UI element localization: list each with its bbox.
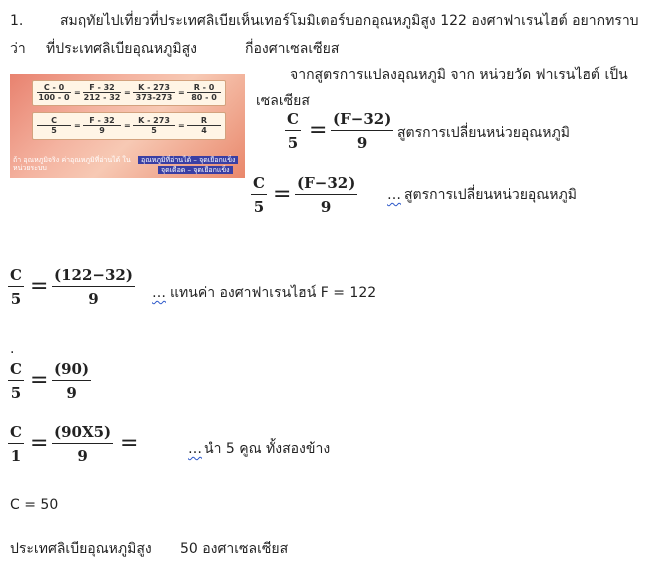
problem-number: 1. xyxy=(10,13,24,29)
step2-equals: = xyxy=(30,368,49,393)
formula1-lhs: C 5 xyxy=(287,110,299,152)
banner-frac: C - 0 100 - 0 xyxy=(38,83,70,102)
step3-trailing-equals: = xyxy=(120,431,139,456)
intro-line-1: จากสูตรการแปลงอุณหภูมิ จาก หน่วยวัด ฟาเรนไฮต์ เป็น xyxy=(290,67,628,83)
result: C = 50 xyxy=(10,497,59,513)
banner-frac: R 4 xyxy=(187,116,221,135)
banner-frac: F - 32 212 - 32 xyxy=(83,83,121,102)
formula2-equals: = xyxy=(273,182,292,207)
formula1-label: สูตรการเปลี่ยนหน่วยอุณหภูมิ xyxy=(397,125,570,141)
banner-eq: = xyxy=(74,88,81,97)
conversion-banner-image xyxy=(10,74,245,178)
conclusion-value: 50 องศาเซลเซียส xyxy=(180,541,289,557)
formula2-label: สูตรการเปลี่ยนหน่วยอุณหภูมิ xyxy=(404,187,577,203)
step3-label: นำ 5 คูณ ทั้งสองข้าง xyxy=(204,441,331,457)
problem-line-1: สมฤทัยไปเที่ยวที่ประเทศลิเบียเห็นเทอร์โมมิเตอร์บอกอุณหภูมิสูง 122 องศาฟาเรนไฮต์ อยากทราบ xyxy=(60,13,639,29)
problem-line-2a: ว่า xyxy=(10,41,26,57)
banner-frac: R - 0 80 - 0 xyxy=(187,83,221,102)
banner-row-1 xyxy=(32,80,226,106)
problem-line-2b: ที่ประเทศลิเบียอุณหภูมิสูง xyxy=(46,41,197,57)
banner-frac: F - 32 9 xyxy=(83,116,121,135)
stray-dot: . xyxy=(10,341,15,357)
problem-line-2c: กี่องศาเซลเซียส xyxy=(245,41,340,57)
banner-eq: = xyxy=(178,121,185,130)
formula2-rhs: (F−32) 9 xyxy=(297,174,356,216)
banner-eq: = xyxy=(124,88,131,97)
banner-frac: C 5 xyxy=(37,116,71,135)
banner-note-right-1: อุณหภูมิที่อ่านได้ – จุดเยือกแข็ง xyxy=(138,156,238,164)
step3-lhs: C 1 xyxy=(10,423,22,465)
step1-equals: = xyxy=(30,274,49,299)
conclusion-text: ประเทศลิเบียอุณหภูมิสูง xyxy=(10,541,152,557)
formula2-marker: … xyxy=(387,187,401,203)
banner-row-2 xyxy=(32,112,226,140)
formula1-equals: = xyxy=(309,118,328,143)
step1-lhs: C 5 xyxy=(10,266,22,308)
step1-marker: … xyxy=(152,285,166,301)
formula1-rhs: (F−32) 9 xyxy=(333,110,392,152)
intro-line-2: เซลเซียส xyxy=(256,93,310,109)
banner-eq: = xyxy=(178,88,185,97)
step1-rhs: (122−32) 9 xyxy=(54,266,133,308)
step2-rhs: (90) 9 xyxy=(54,360,90,402)
step3-rhs: (90X5) 9 xyxy=(54,423,112,465)
step1-label: แทนค่า องศาฟาเรนไฮน์ F = 122 xyxy=(170,285,377,301)
step3-marker: … xyxy=(188,441,202,457)
banner-eq: = xyxy=(74,121,81,130)
step2-lhs: C 5 xyxy=(10,360,22,402)
banner-note-left: ถ้า อุณหภูมิจริง ค่าอุณหภูมิที่อ่านได้ ในหน่วยระบบ xyxy=(13,156,131,172)
banner-frac: K - 273 373-273 xyxy=(133,83,175,102)
formula2-lhs: C 5 xyxy=(253,174,265,216)
banner-frac: K - 273 5 xyxy=(133,116,175,135)
banner-note-right-2: จุดเดือด – จุดเยือกแข็ง xyxy=(158,166,233,174)
step3-equals: = xyxy=(30,431,49,456)
banner-eq: = xyxy=(124,121,131,130)
